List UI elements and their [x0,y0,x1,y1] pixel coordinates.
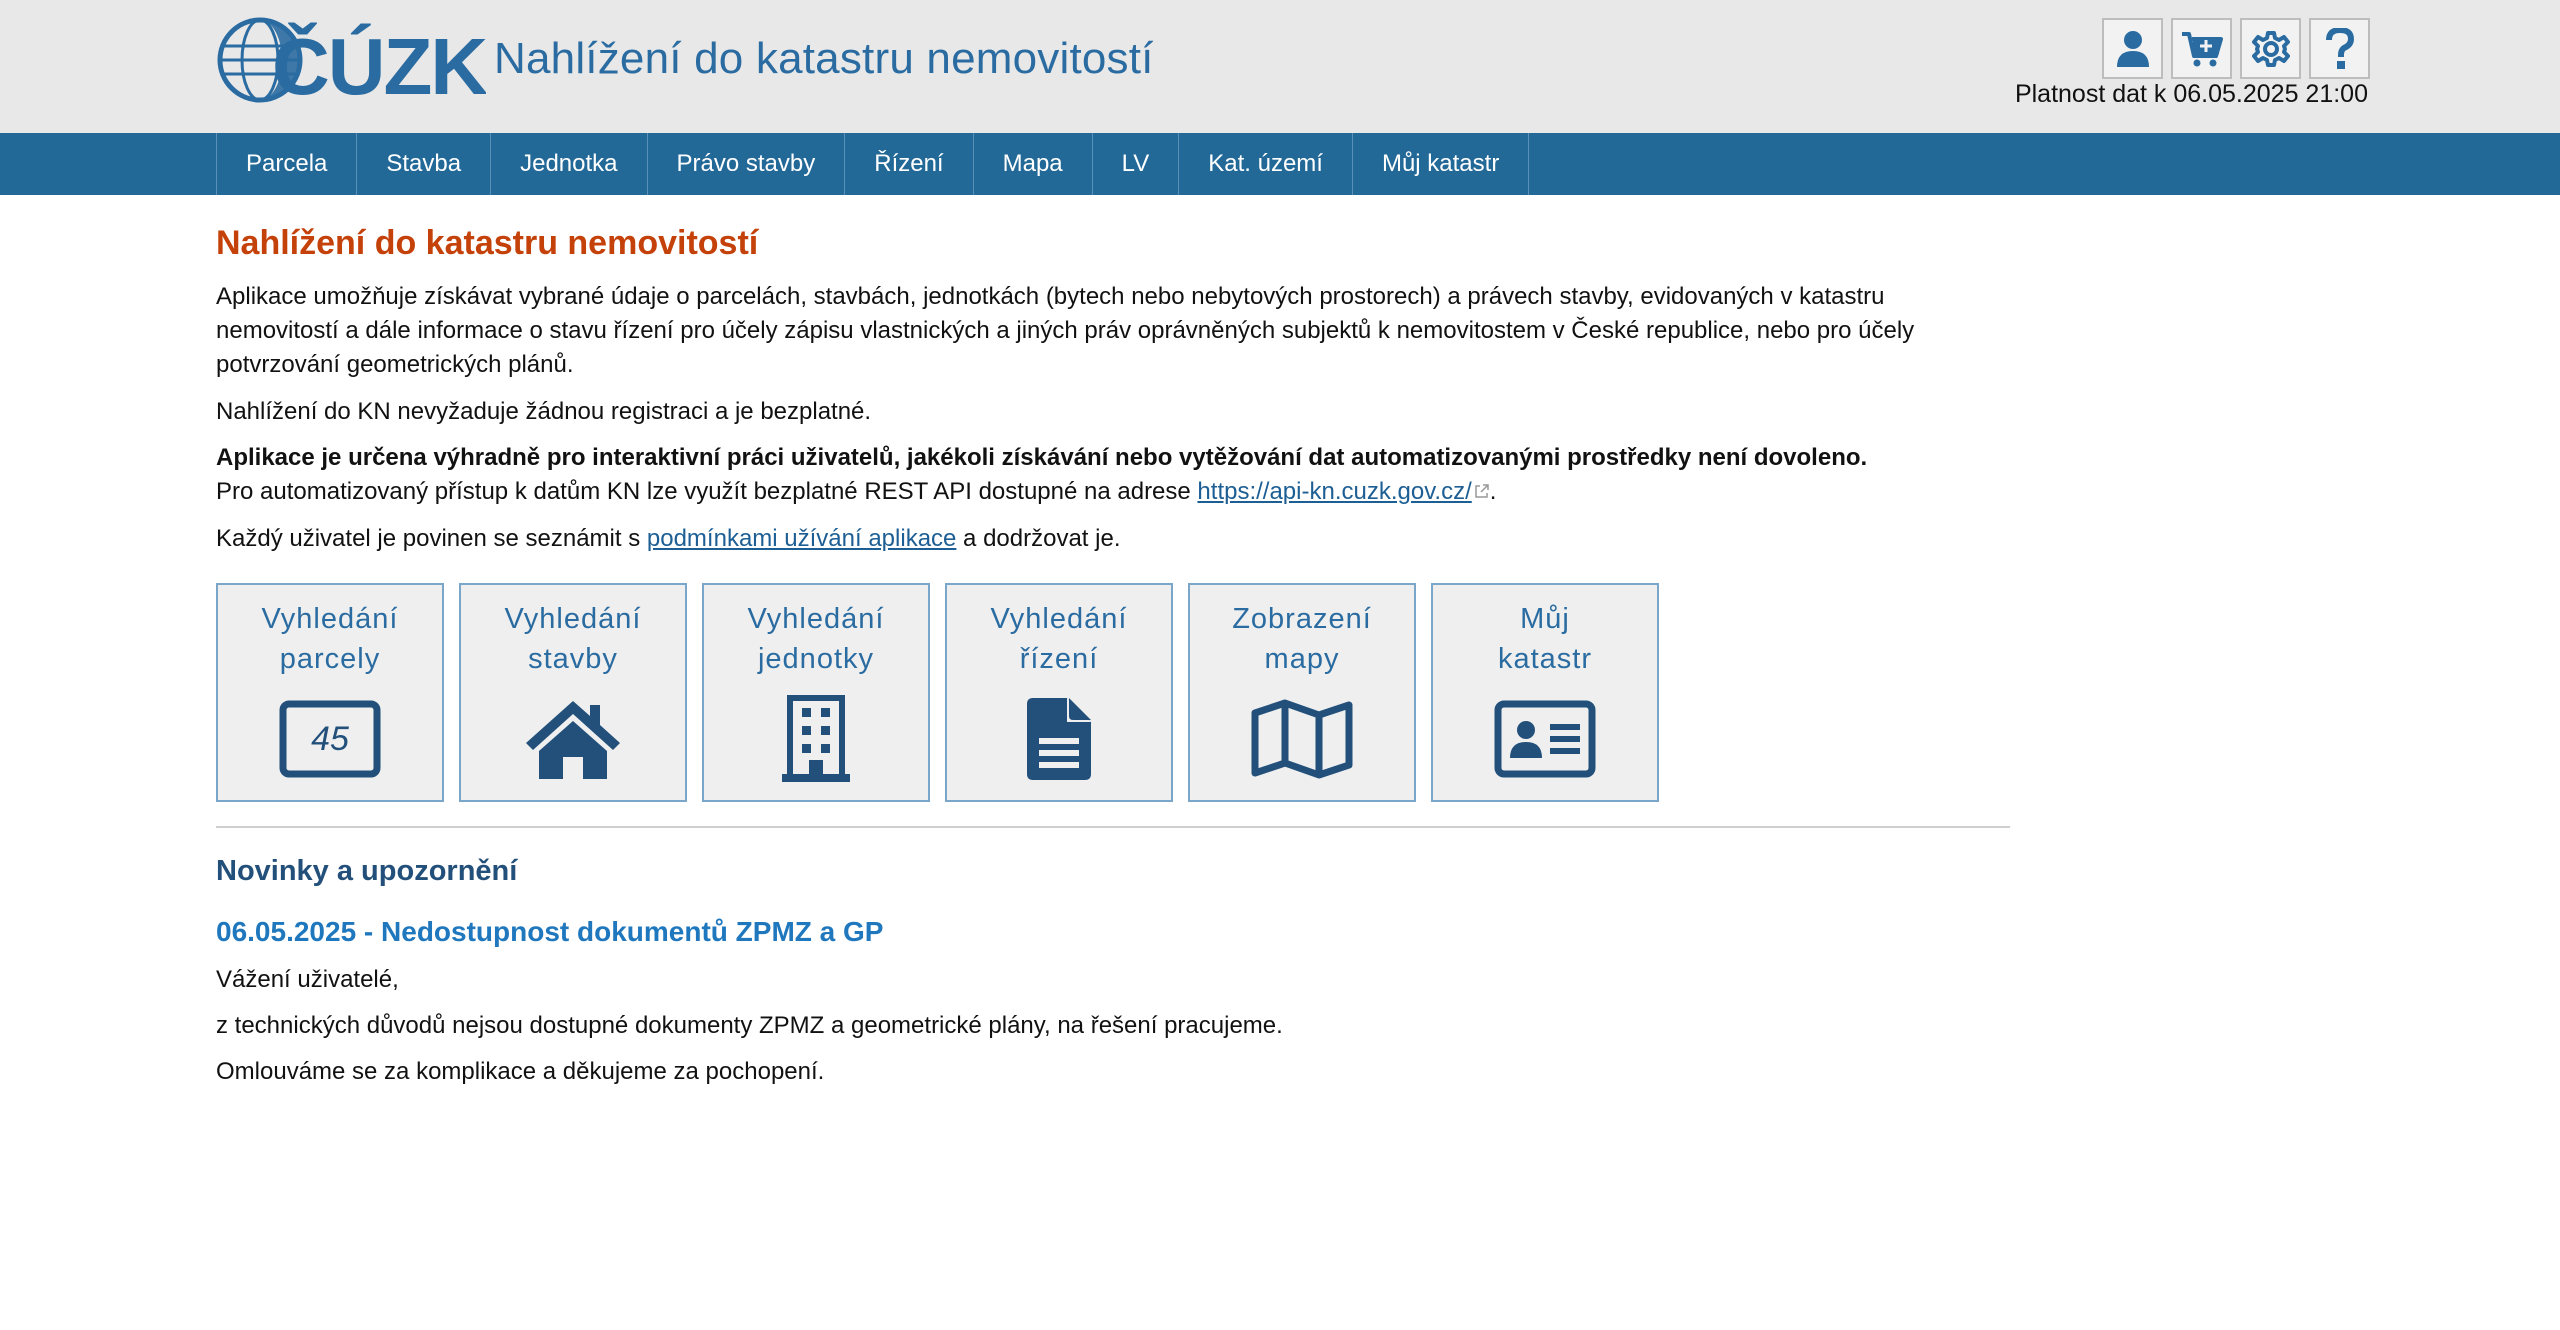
quick-tiles [216,583,1659,802]
user-icon [2115,30,2151,68]
gear-icon [2252,30,2290,68]
tile-search-unit[interactable] [702,583,930,802]
api-text: Pro automatizovaný přístup k datům KN lze využít bezplatné REST API dostupné na adrese [216,478,1198,505]
cart-button[interactable] [2171,18,2232,79]
building-icon [778,694,854,784]
page-title: Nahlížení do katastru nemovitostí [216,224,759,262]
app-title: Nahlížení do katastru nemovitostí [494,34,1154,83]
news-heading: Novinky a upozornění [216,855,518,887]
terms-note [216,522,1976,556]
cart-icon [2181,30,2223,68]
cuzk-logo[interactable] [216,14,486,106]
help-icon [2325,28,2355,70]
nav-item-rizeni[interactable]: Řízení [845,133,973,195]
parcel-icon [279,700,381,778]
api-note [216,475,1976,509]
tile-search-parcel[interactable] [216,583,444,802]
news-title: 06.05.2025 - Nedostupnost dokumentů ZPMZ a GP [216,916,884,947]
free-note: Nahlížení do KN nevyžaduje žádnou registraci a je bezplatné. [216,398,872,425]
terms-link[interactable]: podmínkami užívání aplikace [646,525,957,552]
news-body: z technických důvodů nejsou dostupné dokumenty ZPMZ a geometrické plány, na řešení pracujeme. [216,1012,1283,1039]
terms-before: Každý uživatel je povinen se seznámit s [216,525,647,552]
house-icon [522,697,624,781]
document-icon [1023,694,1095,784]
nav-item-kat-uzemi[interactable]: Kat. území [1179,133,1353,195]
user-button[interactable] [2102,18,2163,79]
map-icon [1251,699,1353,779]
help-button[interactable] [2309,18,2370,79]
settings-button[interactable] [2240,18,2301,79]
intro-text: Aplikace umožňuje získávat vybrané údaje o parcelách, stavbách, jednotkách (bytech nebo nebytových prostorech) a právech stavby, evidovaných v katastru nemovitostí a dále informace o stavu řízení pro účely zápisu vlastnických a jiných práv oprávněných subjektů k nemovitostem v České republice, nebo pro účely potvrzování geometrických plánů. [216,283,1915,378]
api-link[interactable]: https://api-kn.cuzk.gov.cz/ [1197,478,1472,505]
nav-item-mapa[interactable]: Mapa [974,133,1093,195]
tile-label: Zobrazení mapy [1232,603,1372,675]
tile-label: Vyhledání řízení [990,603,1128,675]
tile-label: Vyhledání parcely [261,603,399,675]
toolbar [2102,18,2370,79]
nav-item-muj-katastr[interactable]: Můj katastr [1353,133,1529,195]
tile-search-proceedings[interactable] [945,583,1173,802]
tile-label: Vyhledání jednotky [747,603,885,675]
nav-item-stavba[interactable]: Stavba [357,133,491,195]
nav-item-lv[interactable]: LV [1093,133,1180,195]
logo-text: ČÚZK [272,22,486,106]
nav-item-jednotka[interactable]: Jednotka [491,133,647,195]
data-validity: Platnost dat k 06.05.2025 21:00 [2014,80,2368,108]
news-closing: Omlouváme se za komplikace a děkujeme za pochopení. [216,1058,825,1085]
nav-item-pravo-stavby[interactable]: Právo stavby [648,133,846,195]
api-end: . [1489,478,1497,505]
automation-notice [216,441,1976,509]
terms-after: a dodržovat je. [956,525,1121,552]
tile-label: Vyhledání stavby [504,603,642,675]
parcel-icon-number: 45 [311,720,349,758]
main-nav [0,133,2560,195]
id-card-icon [1494,700,1596,778]
nav-item-parcela[interactable]: Parcela [217,133,357,195]
header [0,0,2560,133]
tile-show-map[interactable] [1188,583,1416,802]
automation-warning: Aplikace je určena výhradně pro interaktivní práci uživatelů, jakékoli získávání nebo vytěžování dat automatizovanými prostředky není dovoleno. [216,444,1868,471]
tile-label: Můj katastr [1497,603,1593,675]
external-link-icon [1474,483,1490,499]
news-greeting: Vážení uživatelé, [216,966,399,993]
tile-my-cadastre[interactable] [1431,583,1659,802]
tile-search-building[interactable] [459,583,687,802]
section-divider [216,826,2010,828]
